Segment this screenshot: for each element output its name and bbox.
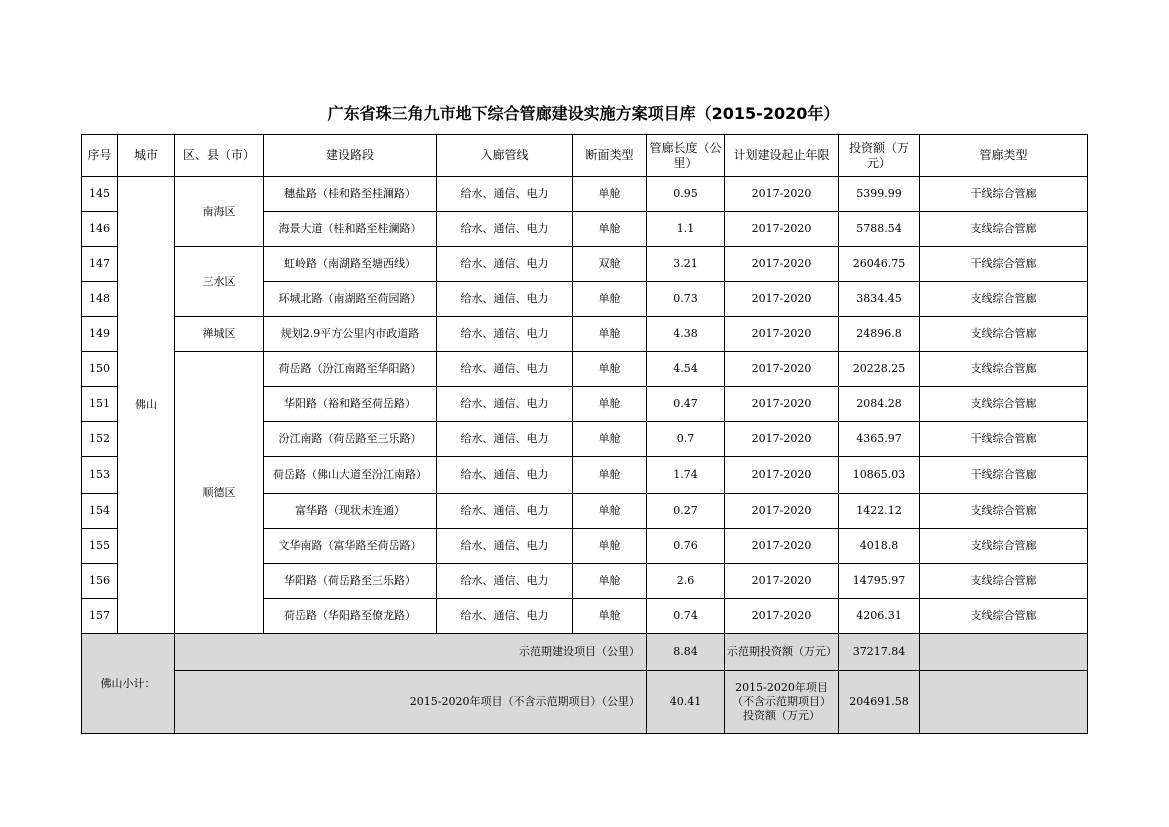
years-cell: 2017-2020 (725, 494, 839, 529)
road-cell: 规划2.9平方公里内市政道路 (264, 317, 437, 352)
section-cell: 双舱 (573, 247, 647, 282)
subtotal-row (82, 671, 1088, 734)
empty-cell (920, 671, 1088, 734)
pipes-cell: 给水、通信、电力 (437, 564, 573, 599)
row-number: 146 (82, 212, 118, 247)
road-cell: 荷岳路（华阳路至僚龙路） (264, 599, 437, 634)
row-number: 145 (82, 177, 118, 212)
header-cell: 管廊类型 (920, 135, 1088, 177)
district-cell: 三水区 (175, 247, 264, 317)
city-cell: 佛山 (118, 177, 175, 634)
row-number: 152 (82, 422, 118, 457)
section-cell: 单舱 (573, 387, 647, 422)
section-cell: 单舱 (573, 564, 647, 599)
section-cell: 单舱 (573, 529, 647, 564)
length-cell: 1.1 (647, 212, 725, 247)
type-cell: 支线综合管廊 (920, 212, 1088, 247)
road-cell: 环城北路（南湖路至荷园路） (264, 282, 437, 317)
years-cell: 2017-2020 (725, 282, 839, 317)
road-cell: 文华南路（富华路至荷岳路） (264, 529, 437, 564)
demo-length-value: 8.84 (647, 634, 725, 671)
invest-cell: 20228.25 (839, 352, 920, 387)
length-cell: 0.95 (647, 177, 725, 212)
header-cell: 计划建设起止年限 (725, 135, 839, 177)
road-cell: 富华路（现状未连通） (264, 494, 437, 529)
invest-cell: 3834.45 (839, 282, 920, 317)
header-cell: 断面类型 (573, 135, 647, 177)
length-cell: 3.21 (647, 247, 725, 282)
invest-cell: 24896.8 (839, 317, 920, 352)
road-cell: 华阳路（裕和路至荷岳路） (264, 387, 437, 422)
years-cell: 2017-2020 (725, 212, 839, 247)
header-row (82, 135, 1088, 177)
row-number: 149 (82, 317, 118, 352)
pipes-cell: 给水、通信、电力 (437, 422, 573, 457)
length-cell: 0.7 (647, 422, 725, 457)
years-cell: 2017-2020 (725, 422, 839, 457)
header-cell: 投资额（万元） (839, 135, 920, 177)
pipes-cell: 给水、通信、电力 (437, 352, 573, 387)
length-cell: 2.6 (647, 564, 725, 599)
invest-cell: 5788.54 (839, 212, 920, 247)
section-cell: 单舱 (573, 422, 647, 457)
section-cell: 单舱 (573, 599, 647, 634)
length-cell: 0.27 (647, 494, 725, 529)
row-number: 150 (82, 352, 118, 387)
type-cell: 支线综合管廊 (920, 282, 1088, 317)
pipes-cell: 给水、通信、电力 (437, 457, 573, 494)
section-cell: 单舱 (573, 457, 647, 494)
table-row (82, 177, 1088, 212)
header-cell: 城市 (118, 135, 175, 177)
pipes-cell: 给水、通信、电力 (437, 529, 573, 564)
invest-cell: 5399.99 (839, 177, 920, 212)
invest-cell: 10865.03 (839, 457, 920, 494)
years-cell: 2017-2020 (725, 352, 839, 387)
pipes-cell: 给水、通信、电力 (437, 282, 573, 317)
invest-cell: 14795.97 (839, 564, 920, 599)
district-cell: 南海区 (175, 177, 264, 247)
years-cell: 2017-2020 (725, 247, 839, 282)
pipes-cell: 给水、通信、电力 (437, 494, 573, 529)
years-cell: 2017-2020 (725, 599, 839, 634)
pipes-cell: 给水、通信、电力 (437, 387, 573, 422)
row-number: 156 (82, 564, 118, 599)
row-number: 147 (82, 247, 118, 282)
section-cell: 单舱 (573, 212, 647, 247)
pipes-cell: 给水、通信、电力 (437, 177, 573, 212)
type-cell: 干线综合管廊 (920, 247, 1088, 282)
years-cell: 2017-2020 (725, 317, 839, 352)
length-cell: 1.74 (647, 457, 725, 494)
table-row (82, 317, 1088, 352)
road-cell: 华阳路（荷岳路至三乐路） (264, 564, 437, 599)
pipes-cell: 给水、通信、电力 (437, 212, 573, 247)
road-cell: 海景大道（桂和路至桂澜路） (264, 212, 437, 247)
section-cell: 单舱 (573, 494, 647, 529)
row-number: 148 (82, 282, 118, 317)
length-cell: 0.74 (647, 599, 725, 634)
header-cell: 区、县（市） (175, 135, 264, 177)
all-length-value: 40.41 (647, 671, 725, 734)
type-cell: 支线综合管廊 (920, 387, 1088, 422)
type-cell: 支线综合管廊 (920, 352, 1088, 387)
type-cell: 支线综合管廊 (920, 317, 1088, 352)
section-cell: 单舱 (573, 282, 647, 317)
table-row (82, 352, 1088, 387)
row-number: 157 (82, 599, 118, 634)
type-cell: 支线综合管廊 (920, 529, 1088, 564)
years-cell: 2017-2020 (725, 387, 839, 422)
road-cell: 荷岳路（汾江南路至华阳路） (264, 352, 437, 387)
header-cell: 管廊长度（公里） (647, 135, 725, 177)
section-cell: 单舱 (573, 317, 647, 352)
table-row (82, 247, 1088, 282)
type-cell: 支线综合管廊 (920, 564, 1088, 599)
row-number: 154 (82, 494, 118, 529)
row-number: 151 (82, 387, 118, 422)
demo-invest-value: 37217.84 (839, 634, 920, 671)
road-cell: 虹岭路（南湖路至塘西线） (264, 247, 437, 282)
road-cell: 穗盐路（桂和路至桂澜路） (264, 177, 437, 212)
page-title: 广东省珠三角九市地下综合管廊建设实施方案项目库（2015-2020年） (327, 104, 840, 123)
header-cell: 序号 (82, 135, 118, 177)
years-cell: 2017-2020 (725, 529, 839, 564)
header-cell: 建设路段 (264, 135, 437, 177)
length-cell: 4.54 (647, 352, 725, 387)
row-number: 155 (82, 529, 118, 564)
length-cell: 4.38 (647, 317, 725, 352)
subtotal-label: 佛山小计： (82, 634, 175, 734)
type-cell: 支线综合管廊 (920, 494, 1088, 529)
pipes-cell: 给水、通信、电力 (437, 599, 573, 634)
invest-cell: 4365.97 (839, 422, 920, 457)
invest-cell: 4018.8 (839, 529, 920, 564)
district-cell: 顺德区 (175, 352, 264, 634)
project-table (81, 134, 1088, 734)
years-cell: 2017-2020 (725, 177, 839, 212)
district-cell: 禅城区 (175, 317, 264, 352)
type-cell: 支线综合管廊 (920, 599, 1088, 634)
road-cell: 汾江南路（荷岳路至三乐路） (264, 422, 437, 457)
subtotal-row (82, 634, 1088, 671)
demo-length-label: 示范期建设项目（公里） (175, 634, 647, 671)
invest-cell: 4206.31 (839, 599, 920, 634)
empty-cell (920, 634, 1088, 671)
length-cell: 0.47 (647, 387, 725, 422)
header-cell: 入廊管线 (437, 135, 573, 177)
type-cell: 干线综合管廊 (920, 177, 1088, 212)
years-cell: 2017-2020 (725, 457, 839, 494)
section-cell: 单舱 (573, 352, 647, 387)
all-invest-value: 204691.58 (839, 671, 920, 734)
row-number: 153 (82, 457, 118, 494)
invest-cell: 26046.75 (839, 247, 920, 282)
section-cell: 单舱 (573, 177, 647, 212)
pipes-cell: 给水、通信、电力 (437, 317, 573, 352)
all-length-label: 2015-2020年项目（不含示范期项目）（公里） (175, 671, 647, 734)
invest-cell: 2084.28 (839, 387, 920, 422)
demo-invest-label: 示范期投资额（万元） (725, 634, 839, 671)
length-cell: 0.76 (647, 529, 725, 564)
years-cell: 2017-2020 (725, 564, 839, 599)
all-invest-label: 2015-2020年项目（不含示范期项目）投资额（万元） (725, 671, 839, 734)
type-cell: 干线综合管廊 (920, 422, 1088, 457)
length-cell: 0.73 (647, 282, 725, 317)
road-cell: 荷岳路（佛山大道至汾江南路） (264, 457, 437, 494)
pipes-cell: 给水、通信、电力 (437, 247, 573, 282)
type-cell: 干线综合管廊 (920, 457, 1088, 494)
invest-cell: 1422.12 (839, 494, 920, 529)
